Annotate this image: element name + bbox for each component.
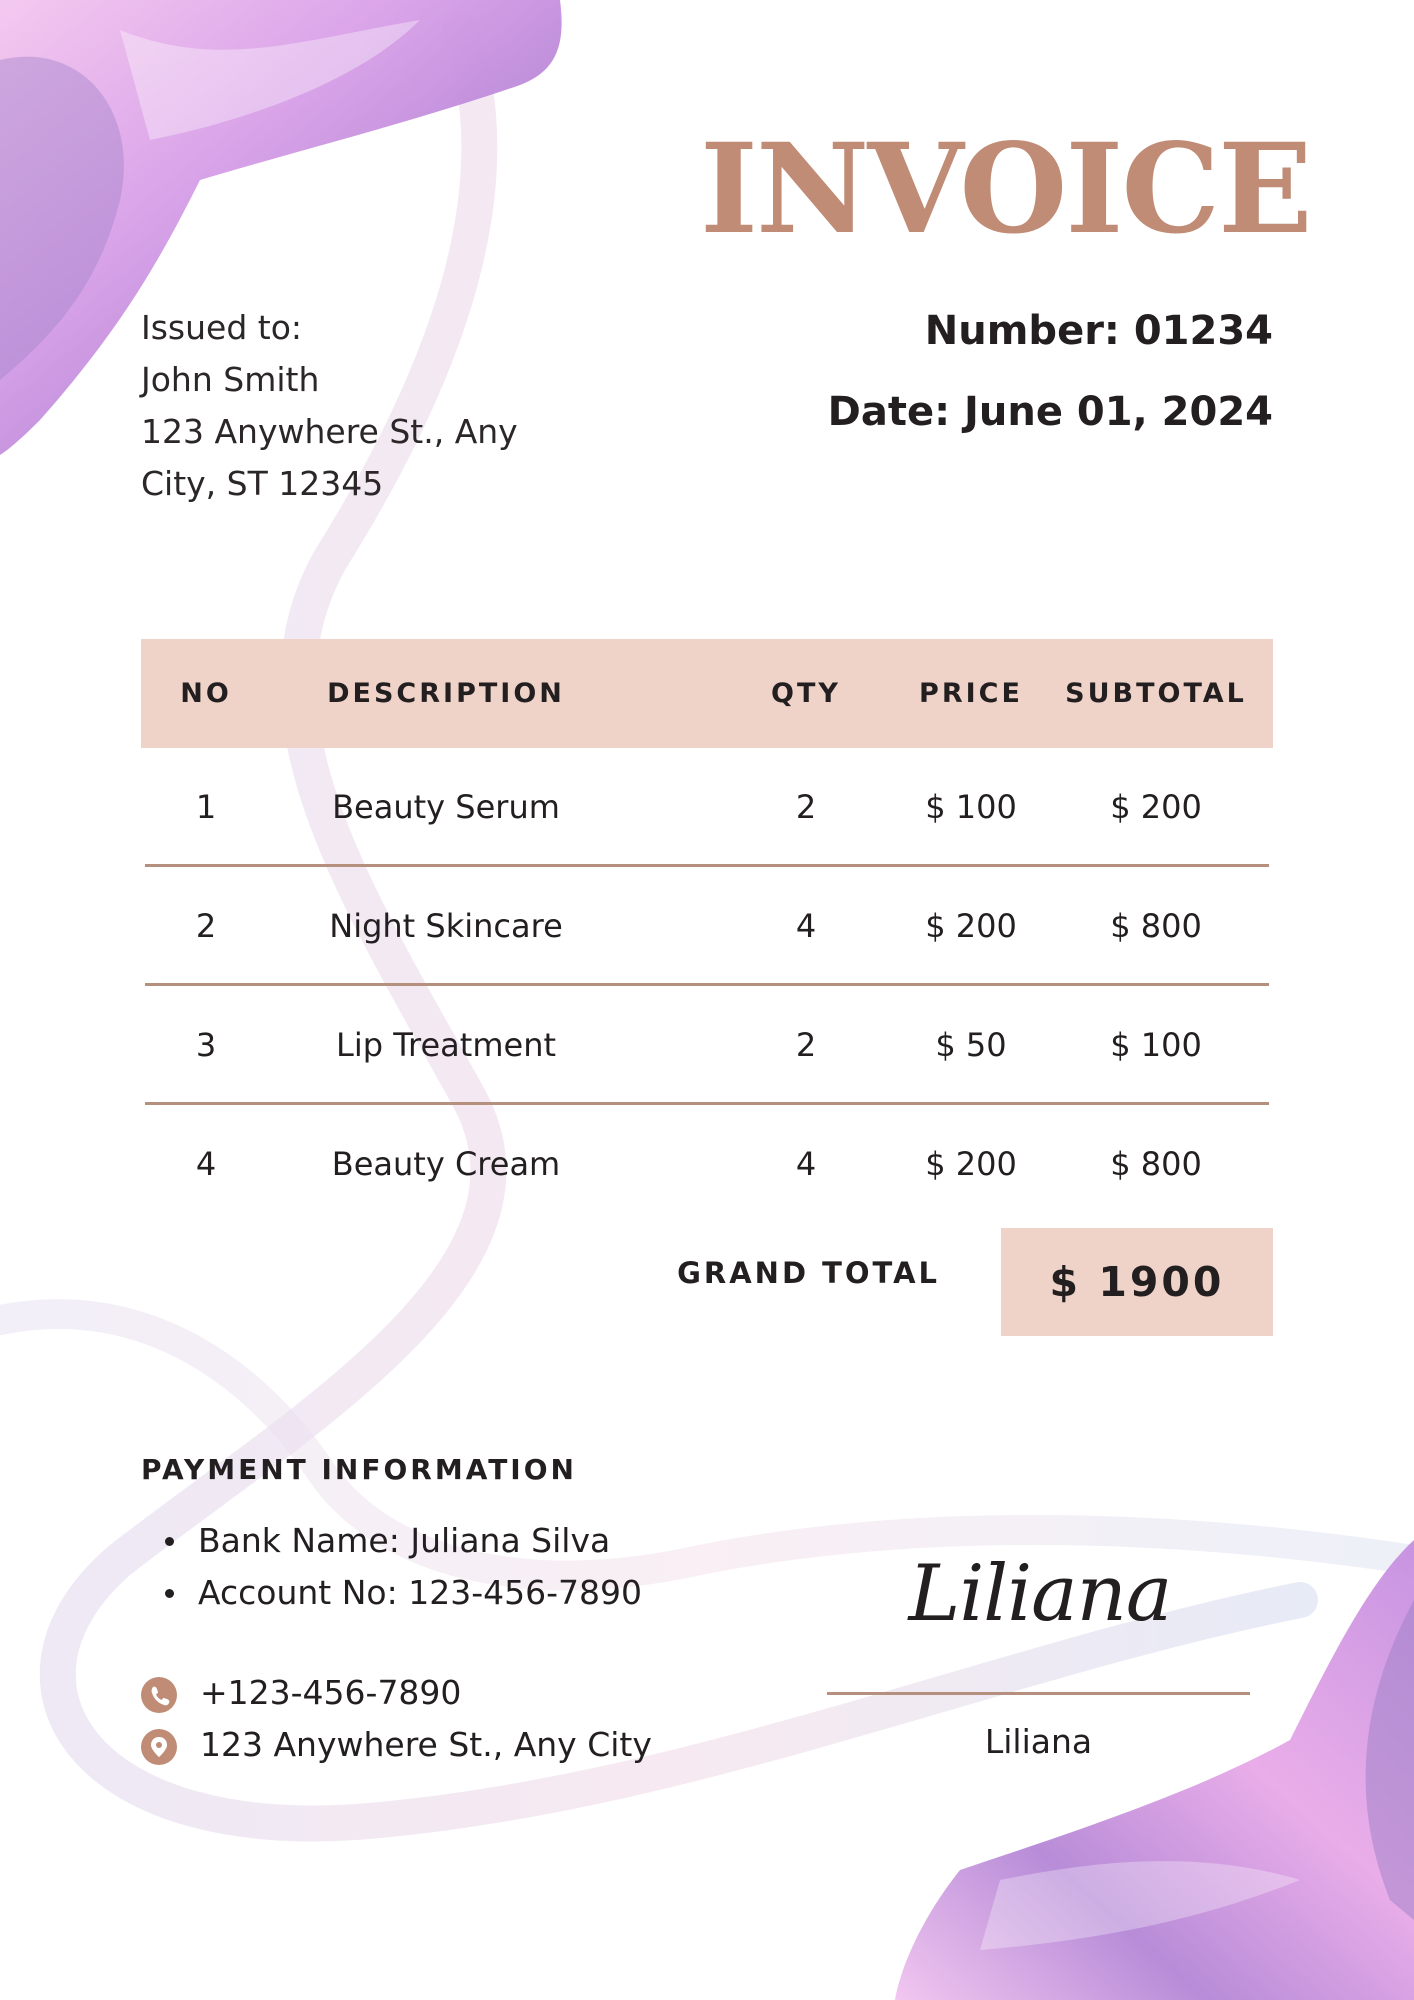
signature: Liliana [908,1549,1172,1639]
phone-icon [141,1677,177,1713]
customer-address-line1: 123 Anywhere St., Any [141,412,518,451]
account-number-item: Account No: 123-456-7890 [141,1567,642,1619]
row-no: 3 [195,1026,217,1064]
row-subtotal: $ 200 [1110,788,1202,826]
row-price: $ 200 [925,907,1017,945]
row-subtotal: $ 800 [1110,907,1202,945]
column-header-subtotal: SUBTOTAL [1065,678,1247,709]
row-price: $ 100 [925,788,1017,826]
column-header-no: NO [180,678,232,709]
grand-total-value: $ 1900 [1001,1228,1273,1336]
issued-to-label: Issued to: [141,308,303,347]
column-header-qty: QTY [771,678,841,709]
row-qty: 2 [795,788,817,826]
address-text: 123 Anywhere St., Any City [200,1725,652,1764]
row-description: Beauty Serum [332,788,560,826]
table-row [141,1105,1273,1224]
table-row [141,867,1273,986]
row-description: Lip Treatment [335,1026,557,1064]
row-description: Beauty Cream [331,1145,561,1183]
customer-address-line2: City, ST 12345 [141,464,384,503]
row-no: 2 [195,907,217,945]
invoice-number: Number: 01234 [924,308,1273,354]
table-row [141,986,1273,1105]
phone-number: +123-456-7890 [200,1673,462,1712]
contact-address [141,1723,652,1767]
signatory-name: Liliana [984,1722,1093,1761]
contact-phone [141,1671,461,1715]
payment-information-heading: PAYMENT INFORMATION [141,1453,577,1486]
signature-line [827,1692,1250,1695]
payment-info-list [141,1515,642,1619]
row-no: 4 [195,1145,217,1183]
invoice-title: INVOICE [700,117,1311,262]
table-header [141,639,1273,748]
customer-name: John Smith [141,360,320,399]
row-subtotal: $ 800 [1110,1145,1202,1183]
row-description: Night Skincare [329,907,563,945]
issued-to-block [141,302,518,510]
grand-total-label: GRAND TOTAL [677,1256,940,1290]
row-subtotal: $ 100 [1110,1026,1202,1064]
row-price: $ 50 [935,1026,1007,1064]
row-no: 1 [195,788,217,826]
table-row [141,748,1273,867]
column-header-description: DESCRIPTION [327,678,565,709]
bank-name-item: Bank Name: Juliana Silva [141,1515,642,1567]
row-qty: 4 [795,907,817,945]
invoice-date: Date: June 01, 2024 [827,389,1273,435]
row-price: $ 200 [925,1145,1017,1183]
row-qty: 2 [795,1026,817,1064]
location-pin-icon [141,1729,177,1765]
row-qty: 4 [795,1145,817,1183]
column-header-price: PRICE [919,678,1023,709]
